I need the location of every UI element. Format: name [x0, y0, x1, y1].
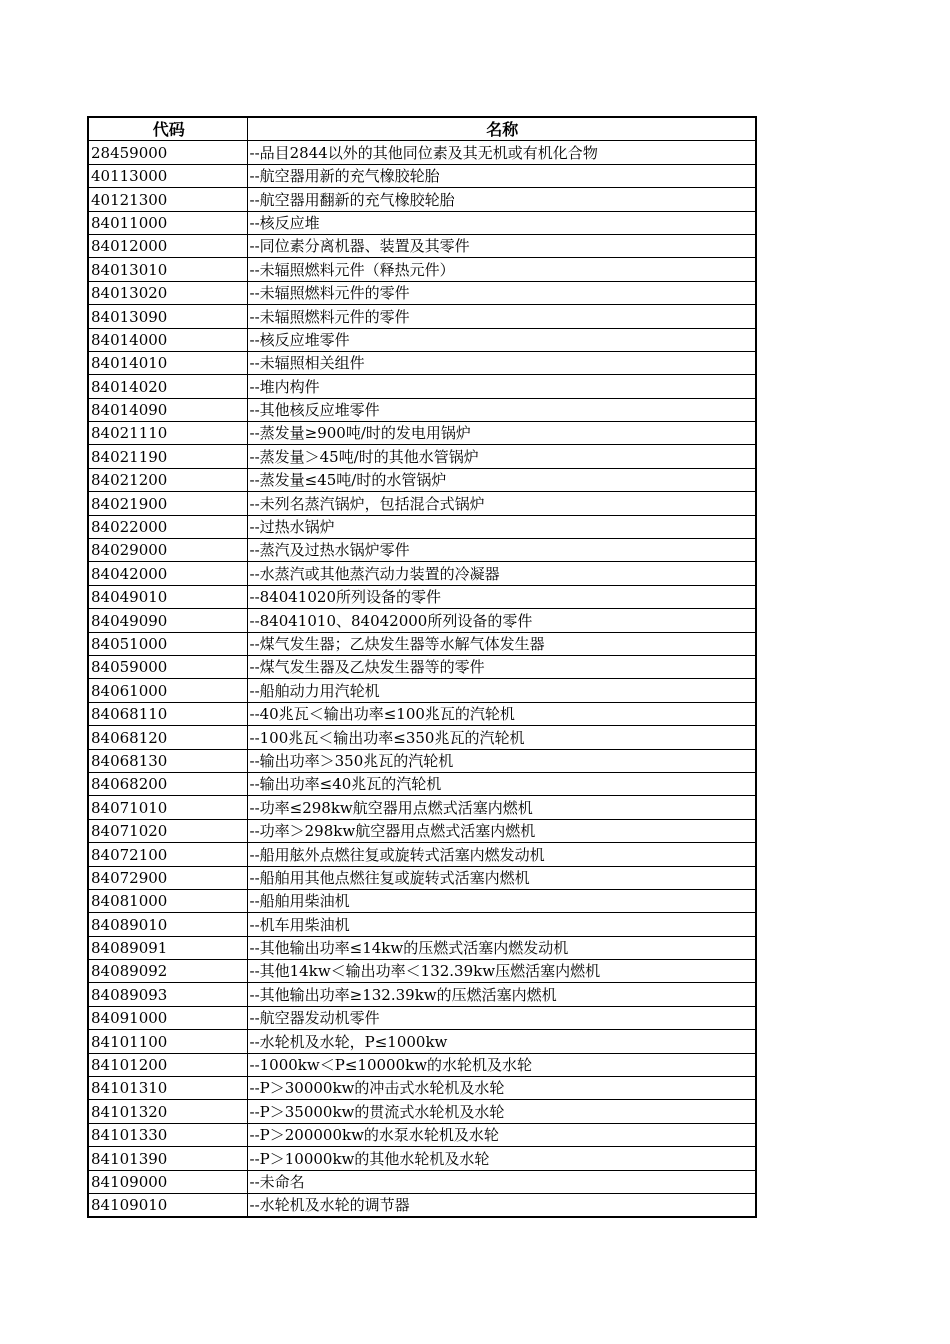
- name-cell[interactable]: --未辐照燃料元件的零件: [247, 281, 756, 304]
- name-cell[interactable]: --堆内构件: [247, 375, 756, 398]
- name-cell[interactable]: --84041010、84042000所列设备的零件: [247, 609, 756, 632]
- name-cell[interactable]: --输出功率≤40兆瓦的汽轮机: [247, 772, 756, 795]
- code-cell[interactable]: 84081000: [88, 889, 247, 912]
- table-row: [88, 234, 756, 257]
- code-cell[interactable]: 84021110: [88, 422, 247, 445]
- table-row: [88, 422, 756, 445]
- table-row: [88, 585, 756, 608]
- name-cell[interactable]: --功率≤298kw航空器用点燃式活塞内燃机: [247, 796, 756, 819]
- table-row: [88, 211, 756, 234]
- name-cell[interactable]: --未命名: [247, 1170, 756, 1193]
- code-cell[interactable]: 84109000: [88, 1170, 247, 1193]
- table-row: [88, 609, 756, 632]
- name-cell[interactable]: --水轮机及水轮的调节器: [247, 1193, 756, 1217]
- table-row: [88, 1123, 756, 1146]
- name-cell[interactable]: --其他输出功率≤14kw的压燃式活塞内燃发动机: [247, 936, 756, 959]
- code-cell[interactable]: 28459000: [88, 141, 247, 164]
- name-cell[interactable]: --水蒸汽或其他蒸汽动力装置的冷凝器: [247, 562, 756, 585]
- code-cell[interactable]: 84059000: [88, 655, 247, 678]
- header-row: [88, 117, 756, 141]
- name-cell[interactable]: --蒸发量≤45吨/时的水管锅炉: [247, 468, 756, 491]
- code-cell[interactable]: 84068130: [88, 749, 247, 772]
- name-cell[interactable]: --核反应堆: [247, 211, 756, 234]
- table-row: [88, 164, 756, 187]
- table-row: [88, 1100, 756, 1123]
- table-row: [88, 889, 756, 912]
- code-cell[interactable]: 84011000: [88, 211, 247, 234]
- code-cell[interactable]: 84042000: [88, 562, 247, 585]
- table-row: [88, 679, 756, 702]
- table-row: [88, 1193, 756, 1217]
- code-cell[interactable]: 84021190: [88, 445, 247, 468]
- name-cell[interactable]: --未辐照燃料元件（释热元件）: [247, 258, 756, 281]
- name-cell[interactable]: --其他核反应堆零件: [247, 398, 756, 421]
- code-table: [87, 116, 757, 1218]
- name-cell[interactable]: --品目2844以外的其他同位素及其无机或有机化合物: [247, 141, 756, 164]
- name-cell[interactable]: --P＞35000kw的贯流式水轮机及水轮: [247, 1100, 756, 1123]
- table-row: [88, 468, 756, 491]
- table-row: [88, 936, 756, 959]
- name-cell[interactable]: --40兆瓦＜输出功率≤100兆瓦的汽轮机: [247, 702, 756, 725]
- code-cell[interactable]: 84014010: [88, 351, 247, 374]
- table-row: [88, 258, 756, 281]
- name-cell[interactable]: --蒸发量＞45吨/时的其他水管锅炉: [247, 445, 756, 468]
- code-cell[interactable]: 84091000: [88, 1006, 247, 1029]
- name-cell[interactable]: --煤气发生器；乙炔发生器等水解气体发生器: [247, 632, 756, 655]
- code-cell[interactable]: 40121300: [88, 188, 247, 211]
- code-cell[interactable]: 84021200: [88, 468, 247, 491]
- code-cell[interactable]: 40113000: [88, 164, 247, 187]
- table-row: [88, 702, 756, 725]
- code-cell[interactable]: 84109010: [88, 1193, 247, 1217]
- table-row: [88, 960, 756, 983]
- table-row: [88, 445, 756, 468]
- name-cell[interactable]: --P＞200000kw的水泵水轮机及水轮: [247, 1123, 756, 1146]
- name-cell[interactable]: --其他14kw＜输出功率＜132.39kw压燃活塞内燃机: [247, 960, 756, 983]
- name-cell[interactable]: --P＞10000kw的其他水轮机及水轮: [247, 1147, 756, 1170]
- table-row: [88, 632, 756, 655]
- table-row: [88, 328, 756, 351]
- name-cell[interactable]: --船舶动力用汽轮机: [247, 679, 756, 702]
- code-cell[interactable]: 84029000: [88, 539, 247, 562]
- table-row: [88, 281, 756, 304]
- table-row: [88, 492, 756, 515]
- table-row: [88, 726, 756, 749]
- table-row: [88, 749, 756, 772]
- code-cell[interactable]: 84014090: [88, 398, 247, 421]
- code-cell[interactable]: 84071010: [88, 796, 247, 819]
- table-row: [88, 1077, 756, 1100]
- code-cell[interactable]: 84101330: [88, 1123, 247, 1146]
- table-row: [88, 562, 756, 585]
- table-row: [88, 1147, 756, 1170]
- code-cell[interactable]: 84051000: [88, 632, 247, 655]
- table-body: [88, 141, 756, 1217]
- code-cell[interactable]: 84022000: [88, 515, 247, 538]
- table-row: [88, 1170, 756, 1193]
- header-code[interactable]: 代码: [88, 117, 247, 141]
- table-row: [88, 398, 756, 421]
- name-cell[interactable]: --航空器用翻新的充气橡胶轮胎: [247, 188, 756, 211]
- name-cell[interactable]: --84041020所列设备的零件: [247, 585, 756, 608]
- table-row: [88, 305, 756, 328]
- table-row: [88, 375, 756, 398]
- name-cell[interactable]: --煤气发生器及乙炔发生器等的零件: [247, 655, 756, 678]
- code-cell[interactable]: 84013010: [88, 258, 247, 281]
- name-cell[interactable]: --其他输出功率≥132.39kw的压燃活塞内燃机: [247, 983, 756, 1006]
- header-name[interactable]: 名称: [247, 117, 756, 141]
- table-row: [88, 515, 756, 538]
- code-cell[interactable]: 84068120: [88, 726, 247, 749]
- table-row: [88, 866, 756, 889]
- name-cell[interactable]: --核反应堆零件: [247, 328, 756, 351]
- code-cell[interactable]: 84072100: [88, 843, 247, 866]
- spreadsheet: [87, 116, 755, 1218]
- code-cell[interactable]: 84089010: [88, 913, 247, 936]
- name-cell[interactable]: --未列名蒸汽锅炉，包括混合式锅炉: [247, 492, 756, 515]
- table-row: [88, 1030, 756, 1053]
- name-cell[interactable]: --蒸发量≥900吨/时的发电用锅炉: [247, 422, 756, 445]
- table-row: [88, 188, 756, 211]
- name-cell[interactable]: --机车用柴油机: [247, 913, 756, 936]
- table-row: [88, 1006, 756, 1029]
- code-cell[interactable]: 84089091: [88, 936, 247, 959]
- name-cell[interactable]: --蒸汽及过热水锅炉零件: [247, 539, 756, 562]
- name-cell[interactable]: --过热水锅炉: [247, 515, 756, 538]
- code-cell[interactable]: 84049090: [88, 609, 247, 632]
- table-row: [88, 655, 756, 678]
- table-row: [88, 913, 756, 936]
- code-cell[interactable]: 84013090: [88, 305, 247, 328]
- code-cell[interactable]: 84049010: [88, 585, 247, 608]
- table-row: [88, 843, 756, 866]
- code-cell[interactable]: 84101390: [88, 1147, 247, 1170]
- code-cell[interactable]: 84101200: [88, 1053, 247, 1076]
- code-cell[interactable]: 84101320: [88, 1100, 247, 1123]
- code-cell[interactable]: 84013020: [88, 281, 247, 304]
- table-row: [88, 772, 756, 795]
- code-cell[interactable]: 84061000: [88, 679, 247, 702]
- name-cell[interactable]: --1000kw＜P≤10000kw的水轮机及水轮: [247, 1053, 756, 1076]
- name-cell[interactable]: --船用舷外点燃往复或旋转式活塞内燃发动机: [247, 843, 756, 866]
- code-cell[interactable]: 84012000: [88, 234, 247, 257]
- table-row: [88, 141, 756, 164]
- name-cell[interactable]: --100兆瓦＜输出功率≤350兆瓦的汽轮机: [247, 726, 756, 749]
- name-cell[interactable]: --功率＞298kw航空器用点燃式活塞内燃机: [247, 819, 756, 842]
- code-cell[interactable]: 84014020: [88, 375, 247, 398]
- code-cell[interactable]: 84089092: [88, 960, 247, 983]
- code-cell[interactable]: 84072900: [88, 866, 247, 889]
- code-cell[interactable]: 84101100: [88, 1030, 247, 1053]
- name-cell[interactable]: --船舶用其他点燃往复或旋转式活塞内燃机: [247, 866, 756, 889]
- name-cell[interactable]: --未辐照相关组件: [247, 351, 756, 374]
- name-cell[interactable]: --航空器用新的充气橡胶轮胎: [247, 164, 756, 187]
- code-cell[interactable]: 84101310: [88, 1077, 247, 1100]
- code-cell[interactable]: 84068110: [88, 702, 247, 725]
- table-row: [88, 796, 756, 819]
- name-cell[interactable]: --航空器发动机零件: [247, 1006, 756, 1029]
- name-cell[interactable]: --未辐照燃料元件的零件: [247, 305, 756, 328]
- code-cell[interactable]: 84014000: [88, 328, 247, 351]
- code-cell[interactable]: 84068200: [88, 772, 247, 795]
- name-cell[interactable]: --同位素分离机器、装置及其零件: [247, 234, 756, 257]
- table-row: [88, 1053, 756, 1076]
- name-cell[interactable]: --P＞30000kw的冲击式水轮机及水轮: [247, 1077, 756, 1100]
- table-row: [88, 539, 756, 562]
- code-cell[interactable]: 84071020: [88, 819, 247, 842]
- name-cell[interactable]: --水轮机及水轮，P≤1000kw: [247, 1030, 756, 1053]
- table-row: [88, 983, 756, 1006]
- code-cell[interactable]: 84089093: [88, 983, 247, 1006]
- name-cell[interactable]: --船舶用柴油机: [247, 889, 756, 912]
- table-row: [88, 351, 756, 374]
- code-cell[interactable]: 84021900: [88, 492, 247, 515]
- table-row: [88, 819, 756, 842]
- name-cell[interactable]: --输出功率＞350兆瓦的汽轮机: [247, 749, 756, 772]
